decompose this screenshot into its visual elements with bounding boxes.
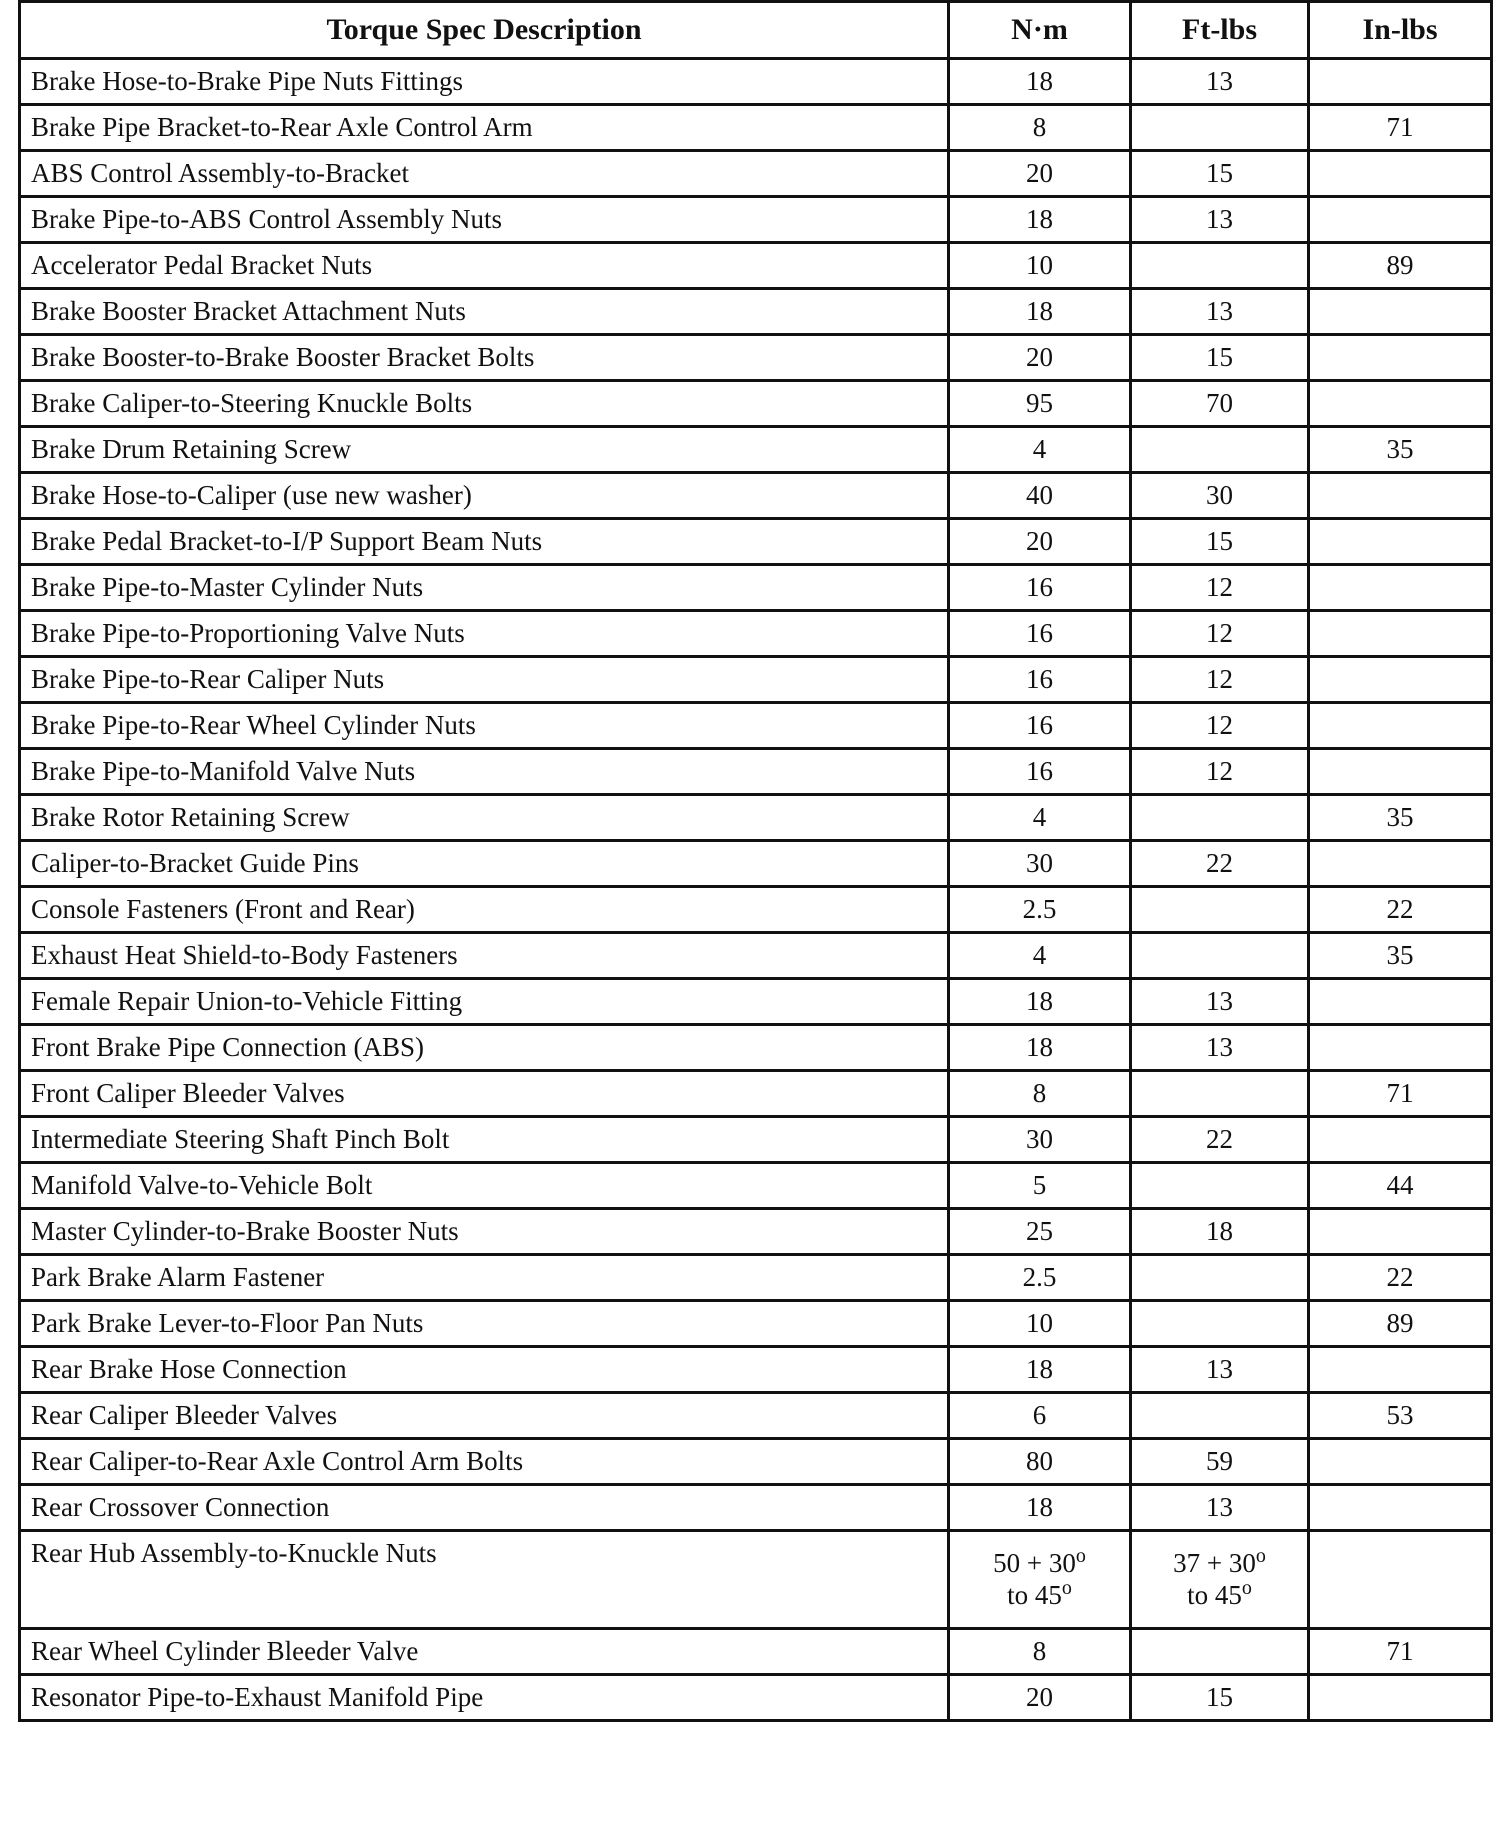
cell-nm: 16	[949, 749, 1131, 795]
table-row	[20, 657, 1492, 703]
degree-symbol: o	[1061, 1576, 1072, 1599]
cell-nm: 10	[949, 243, 1131, 289]
cell-in-lbs	[1309, 289, 1492, 335]
table-row	[20, 1629, 1492, 1675]
cell-description: Exhaust Heat Shield-to-Body Fasteners	[20, 933, 949, 979]
cell-description: Brake Pipe Bracket-to-Rear Axle Control Arm	[20, 105, 949, 151]
degree-symbol: o	[1255, 1545, 1266, 1568]
cell-in-lbs	[1309, 1485, 1492, 1531]
cell-nm: 4	[949, 933, 1131, 979]
cell-description: Accelerator Pedal Bracket Nuts	[20, 243, 949, 289]
cell-ft-lbs: 15	[1131, 1675, 1309, 1721]
cell-nm: 10	[949, 1301, 1131, 1347]
cell-in-lbs	[1309, 841, 1492, 887]
table-row	[20, 473, 1492, 519]
cell-nm: 5	[949, 1163, 1131, 1209]
cell-ft-lbs	[1131, 427, 1309, 473]
cell-nm: 4	[949, 427, 1131, 473]
cell-nm: 16	[949, 703, 1131, 749]
table-row	[20, 427, 1492, 473]
table-row	[20, 243, 1492, 289]
table-row	[20, 151, 1492, 197]
header-nm: N·m	[949, 2, 1131, 59]
value-line-2: to 45	[1187, 1579, 1242, 1610]
cell-ft-lbs: 12	[1131, 611, 1309, 657]
cell-ft-lbs: 12	[1131, 703, 1309, 749]
cell-in-lbs	[1309, 1209, 1492, 1255]
cell-in-lbs: 22	[1309, 1255, 1492, 1301]
header-row	[20, 2, 1492, 59]
cell-in-lbs: 71	[1309, 1629, 1492, 1675]
cell-ft-lbs: 15	[1131, 335, 1309, 381]
cell-nm: 4	[949, 795, 1131, 841]
cell-nm: 2.5	[949, 1255, 1131, 1301]
value-line-2: to 45	[1007, 1579, 1062, 1610]
cell-in-lbs: 53	[1309, 1393, 1492, 1439]
cell-ft-lbs: 12	[1131, 749, 1309, 795]
cell-nm: 6	[949, 1393, 1131, 1439]
cell-nm: 95	[949, 381, 1131, 427]
cell-ft-lbs	[1131, 1393, 1309, 1439]
cell-in-lbs	[1309, 749, 1492, 795]
cell-ft-lbs: 13	[1131, 289, 1309, 335]
cell-ft-lbs: 30	[1131, 473, 1309, 519]
table-row	[20, 1163, 1492, 1209]
cell-description: Intermediate Steering Shaft Pinch Bolt	[20, 1117, 949, 1163]
cell-in-lbs	[1309, 381, 1492, 427]
cell-in-lbs: 35	[1309, 933, 1492, 979]
cell-nm: 20	[949, 151, 1131, 197]
cell-ft-lbs: 13	[1131, 59, 1309, 105]
cell-ft-lbs: 13	[1131, 1347, 1309, 1393]
cell-in-lbs	[1309, 1117, 1492, 1163]
cell-in-lbs	[1309, 1439, 1492, 1485]
table-row	[20, 1117, 1492, 1163]
cell-ft-lbs: 15	[1131, 151, 1309, 197]
cell-in-lbs	[1309, 565, 1492, 611]
cell-description: Female Repair Union-to-Vehicle Fitting	[20, 979, 949, 1025]
cell-nm: 2.5	[949, 887, 1131, 933]
table-body	[20, 59, 1492, 1721]
cell-nm: 20	[949, 1675, 1131, 1721]
cell-in-lbs	[1309, 473, 1492, 519]
cell-ft-lbs: 12	[1131, 565, 1309, 611]
cell-ft-lbs	[1131, 105, 1309, 151]
cell-in-lbs: 89	[1309, 243, 1492, 289]
cell-description: Brake Pedal Bracket-to-I/P Support Beam Nuts	[20, 519, 949, 565]
header-ft-lbs: Ft-lbs	[1131, 2, 1309, 59]
cell-ft-lbs: 13	[1131, 197, 1309, 243]
cell-description: Brake Drum Retaining Screw	[20, 427, 949, 473]
cell-nm: 18	[949, 197, 1131, 243]
cell-in-lbs	[1309, 657, 1492, 703]
cell-description: Brake Hose-to-Caliper (use new washer)	[20, 473, 949, 519]
cell-description: Rear Crossover Connection	[20, 1485, 949, 1531]
cell-ft-lbs	[1131, 1629, 1309, 1675]
value-line-1: 50 + 30	[993, 1548, 1076, 1579]
cell-nm: 18	[949, 289, 1131, 335]
cell-ft-lbs	[1131, 795, 1309, 841]
cell-nm: 20	[949, 335, 1131, 381]
cell-in-lbs	[1309, 197, 1492, 243]
cell-in-lbs: 22	[1309, 887, 1492, 933]
table-row	[20, 197, 1492, 243]
cell-in-lbs: 35	[1309, 427, 1492, 473]
cell-nm: 8	[949, 1071, 1131, 1117]
cell-in-lbs	[1309, 59, 1492, 105]
cell-description: Rear Hub Assembly-to-Knuckle Nuts	[20, 1531, 949, 1629]
cell-ft-lbs: 22	[1131, 1117, 1309, 1163]
table-row	[20, 1393, 1492, 1439]
cell-ft-lbs	[1131, 243, 1309, 289]
cell-ft-lbs	[1131, 1071, 1309, 1117]
header-in-lbs: In-lbs	[1309, 2, 1492, 59]
cell-in-lbs	[1309, 519, 1492, 565]
cell-in-lbs: 71	[1309, 105, 1492, 151]
table-row	[20, 749, 1492, 795]
cell-nm: 16	[949, 565, 1131, 611]
cell-nm: 18	[949, 1025, 1131, 1071]
cell-in-lbs	[1309, 1025, 1492, 1071]
cell-nm: 20	[949, 519, 1131, 565]
table-row	[20, 841, 1492, 887]
cell-description: Rear Caliper Bleeder Valves	[20, 1393, 949, 1439]
cell-ft-lbs: 22	[1131, 841, 1309, 887]
torque-spec-table	[18, 0, 1493, 1722]
cell-description: ABS Control Assembly-to-Bracket	[20, 151, 949, 197]
cell-ft-lbs	[1131, 1255, 1309, 1301]
table-row	[20, 1485, 1492, 1531]
cell-description: Park Brake Alarm Fastener	[20, 1255, 949, 1301]
table-row	[20, 979, 1492, 1025]
cell-nm	[949, 1531, 1131, 1629]
cell-nm: 16	[949, 657, 1131, 703]
cell-ft-lbs: 13	[1131, 1025, 1309, 1071]
cell-in-lbs: 89	[1309, 1301, 1492, 1347]
degree-symbol: o	[1075, 1545, 1086, 1568]
cell-ft-lbs	[1131, 1531, 1309, 1629]
cell-description: Console Fasteners (Front and Rear)	[20, 887, 949, 933]
cell-description: Front Brake Pipe Connection (ABS)	[20, 1025, 949, 1071]
cell-ft-lbs: 12	[1131, 657, 1309, 703]
cell-nm: 18	[949, 979, 1131, 1025]
table-row	[20, 335, 1492, 381]
table-row	[20, 1347, 1492, 1393]
cell-in-lbs	[1309, 703, 1492, 749]
table-row	[20, 1255, 1492, 1301]
table-row	[20, 1301, 1492, 1347]
cell-description: Front Caliper Bleeder Valves	[20, 1071, 949, 1117]
cell-description: Brake Caliper-to-Steering Knuckle Bolts	[20, 381, 949, 427]
cell-description: Park Brake Lever-to-Floor Pan Nuts	[20, 1301, 949, 1347]
cell-ft-lbs: 18	[1131, 1209, 1309, 1255]
cell-nm: 40	[949, 473, 1131, 519]
cell-in-lbs	[1309, 1531, 1492, 1629]
cell-nm: 18	[949, 59, 1131, 105]
cell-description: Brake Pipe-to-Master Cylinder Nuts	[20, 565, 949, 611]
cell-nm: 30	[949, 1117, 1131, 1163]
cell-description: Brake Hose-to-Brake Pipe Nuts Fittings	[20, 59, 949, 105]
table-row	[20, 519, 1492, 565]
cell-in-lbs: 44	[1309, 1163, 1492, 1209]
cell-ft-lbs: 13	[1131, 979, 1309, 1025]
cell-in-lbs	[1309, 335, 1492, 381]
cell-ft-lbs	[1131, 933, 1309, 979]
table-row	[20, 703, 1492, 749]
cell-description: Brake Pipe-to-Rear Wheel Cylinder Nuts	[20, 703, 949, 749]
table-row	[20, 1531, 1492, 1629]
table-row	[20, 1025, 1492, 1071]
cell-nm: 18	[949, 1485, 1131, 1531]
cell-in-lbs	[1309, 1675, 1492, 1721]
cell-description: Brake Pipe-to-Manifold Valve Nuts	[20, 749, 949, 795]
table-row	[20, 887, 1492, 933]
header-description: Torque Spec Description	[20, 2, 949, 59]
cell-nm: 8	[949, 1629, 1131, 1675]
cell-in-lbs	[1309, 1347, 1492, 1393]
cell-description: Caliper-to-Bracket Guide Pins	[20, 841, 949, 887]
cell-description: Brake Booster Bracket Attachment Nuts	[20, 289, 949, 335]
cell-description: Rear Brake Hose Connection	[20, 1347, 949, 1393]
cell-description: Brake Pipe-to-ABS Control Assembly Nuts	[20, 197, 949, 243]
table-row	[20, 795, 1492, 841]
cell-in-lbs	[1309, 151, 1492, 197]
table-row	[20, 105, 1492, 151]
table-row	[20, 59, 1492, 105]
cell-in-lbs: 35	[1309, 795, 1492, 841]
cell-description: Rear Wheel Cylinder Bleeder Valve	[20, 1629, 949, 1675]
table-row	[20, 381, 1492, 427]
cell-ft-lbs: 13	[1131, 1485, 1309, 1531]
cell-description: Brake Pipe-to-Proportioning Valve Nuts	[20, 611, 949, 657]
cell-ft-lbs	[1131, 1301, 1309, 1347]
table-row	[20, 933, 1492, 979]
value-line-1: 37 + 30	[1173, 1548, 1256, 1579]
cell-description: Manifold Valve-to-Vehicle Bolt	[20, 1163, 949, 1209]
cell-description: Brake Pipe-to-Rear Caliper Nuts	[20, 657, 949, 703]
table-row	[20, 1439, 1492, 1485]
cell-description: Master Cylinder-to-Brake Booster Nuts	[20, 1209, 949, 1255]
cell-description: Brake Rotor Retaining Screw	[20, 795, 949, 841]
cell-ft-lbs: 59	[1131, 1439, 1309, 1485]
cell-in-lbs: 71	[1309, 1071, 1492, 1117]
cell-nm: 18	[949, 1347, 1131, 1393]
cell-nm: 8	[949, 105, 1131, 151]
table-row	[20, 1071, 1492, 1117]
table-row	[20, 565, 1492, 611]
degree-symbol: o	[1241, 1576, 1252, 1599]
cell-nm: 25	[949, 1209, 1131, 1255]
cell-description: Resonator Pipe-to-Exhaust Manifold Pipe	[20, 1675, 949, 1721]
cell-nm: 30	[949, 841, 1131, 887]
cell-nm: 16	[949, 611, 1131, 657]
table-row	[20, 1209, 1492, 1255]
cell-nm: 80	[949, 1439, 1131, 1485]
cell-description: Brake Booster-to-Brake Booster Bracket Bolts	[20, 335, 949, 381]
table-row	[20, 289, 1492, 335]
cell-ft-lbs: 70	[1131, 381, 1309, 427]
cell-ft-lbs: 15	[1131, 519, 1309, 565]
cell-ft-lbs	[1131, 887, 1309, 933]
cell-ft-lbs	[1131, 1163, 1309, 1209]
table-row	[20, 611, 1492, 657]
cell-description: Rear Caliper-to-Rear Axle Control Arm Bolts	[20, 1439, 949, 1485]
cell-in-lbs	[1309, 979, 1492, 1025]
cell-in-lbs	[1309, 611, 1492, 657]
table-row	[20, 1675, 1492, 1721]
